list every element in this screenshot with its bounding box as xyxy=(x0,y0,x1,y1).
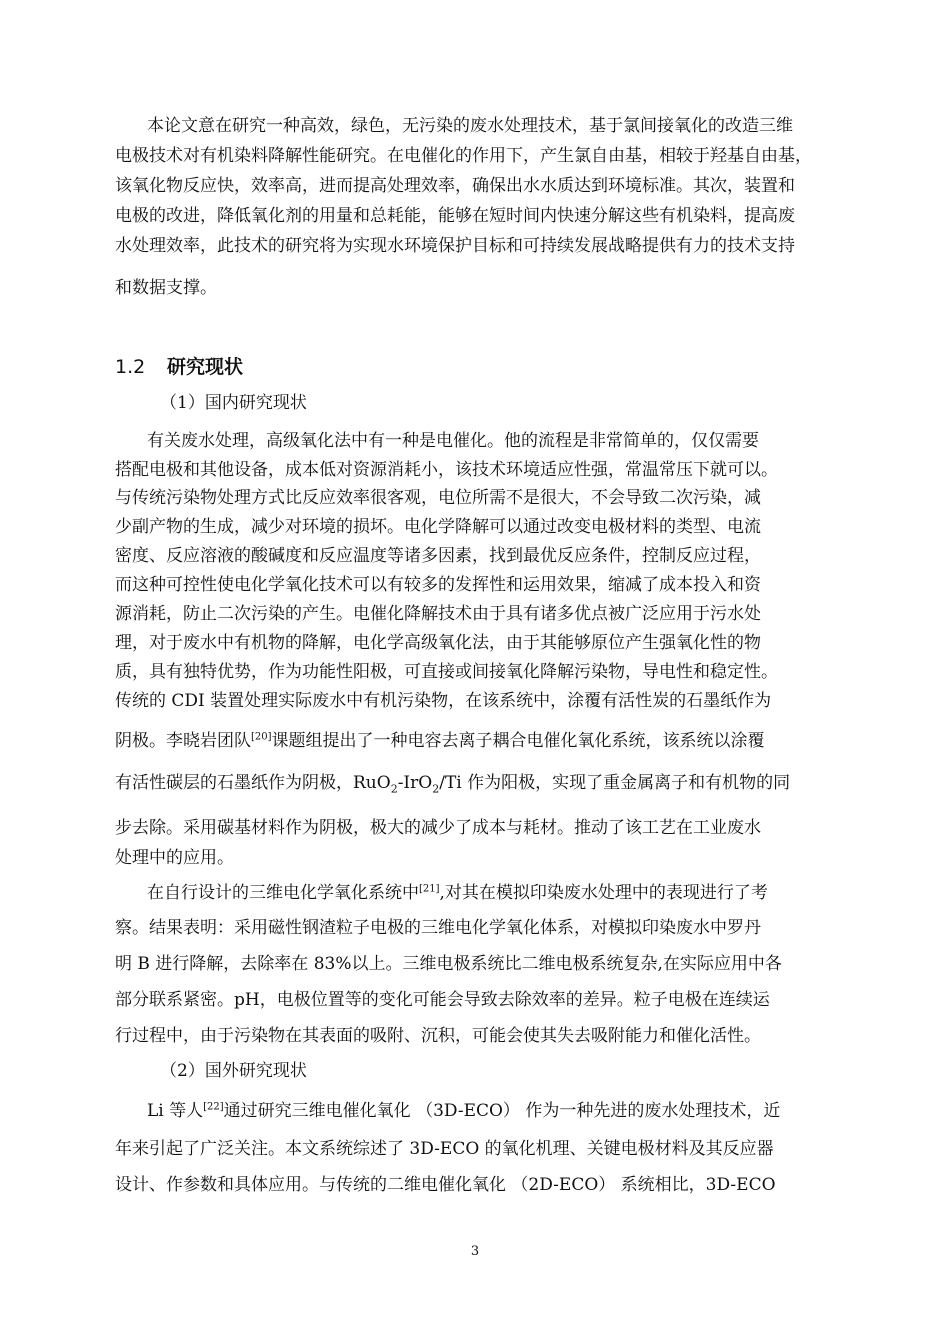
text-segment: -IrO xyxy=(397,773,433,793)
citation-ref-21: [21] xyxy=(419,883,440,895)
domestic-p1-line-12 xyxy=(115,770,790,796)
subscript: 2 xyxy=(432,782,440,796)
intro-line-6: 和数据支撑。 xyxy=(115,278,217,298)
domestic-p1-line-13: 步去除。采用碳基材料作为阴极，极大的减少了成本与耗材。推动了该工艺在工业废水 xyxy=(115,818,761,838)
domestic-p1-line-11 xyxy=(115,728,765,754)
domestic-p1-line-4: 少副产物的生成，减少对环境的损坏。电化学降解可以通过改变电极材料的类型、电流 xyxy=(115,517,761,537)
domestic-p2-line-1 xyxy=(147,880,768,906)
foreign-p1-line-3: 设计、作参数和具体应用。与传统的二维电催化氧化 （2D-ECO） 系统相比，3D-ECO xyxy=(115,1175,776,1195)
section-title: 研究现状 xyxy=(167,356,244,378)
page-number: 3 xyxy=(470,1244,480,1259)
domestic-p1-line-2: 搭配电极和其他设备，成本低对资源消耗小，该技术环境适应性强，常温常压下就可以。 xyxy=(115,460,778,480)
intro-line-5: 水处理效率，此技术的研究将为实现水环境保护目标和可持续发展战略提供有力的技术支持 xyxy=(115,236,795,256)
text-segment: /Ti 作为阳极，实现了重金属离子和有机物的同 xyxy=(439,773,791,793)
text-segment: 课题组提出了一种电容去离子耦合电催化氧化系统，该系统以涂覆 xyxy=(271,731,765,751)
citation-ref-20: [20] xyxy=(251,731,272,743)
intro-line-1: 本论文意在研究一种高效，绿色，无污染的废水处理技术，基于氯间接氧化的改造三维 xyxy=(147,116,793,136)
intro-line-4: 电极的改进，降低氧化剂的用量和总耗能，能够在短时间内快速分解这些有机染料，提高废 xyxy=(115,206,795,226)
text-segment: 有活性碳层的石墨纸作为阴极，RuO xyxy=(115,773,391,793)
domestic-p1-line-1: 有关废水处理，高级氧化法中有一种是电催化。他的流程是非常简单的，仅仅需要 xyxy=(147,431,759,451)
domestic-p2-line-2: 察。结果表明：采用磁性钢渣粒子电极的三维电化学氧化体系，对模拟印染废水中罗丹 xyxy=(115,918,761,938)
domestic-p1-line-7: 源消耗，防止二次污染的产生。电催化降解技术由于具有诸多优点被广泛应用于污水处 xyxy=(115,604,761,624)
domestic-p2-line-5: 行过程中，由于污染物在其表面的吸附、沉积，可能会使其失去吸附能力和催化活性。 xyxy=(115,1026,761,1046)
text-segment: 通过研究三维电催化氧化 （3D-ECO） 作为一种先进的废水处理技术，近 xyxy=(223,1101,781,1121)
domestic-p1-line-6: 而这种可控性使电化学氧化技术可以有较多的发挥性和运用效果，缩减了成本投入和资 xyxy=(115,575,761,595)
foreign-p1-line-2: 年来引起了广泛关注。本文系统综述了 3D-ECO 的氧化机理、关键电极材料及其反应器 xyxy=(115,1139,774,1159)
text-segment: 在自行设计的三维电化学氧化系统中 xyxy=(147,883,419,903)
foreign-subheading: （2）国外研究现状 xyxy=(160,1061,307,1081)
domestic-p1-line-10: 传统的 CDI 装置处理实际废水中有机污染物，在该系统中，涂覆有活性炭的石墨纸作为 xyxy=(115,691,772,711)
domestic-subheading: （1）国内研究现状 xyxy=(160,393,307,413)
intro-line-3: 该氧化物反应快，效率高，进而提高处理效率，确保出水水质达到环境标准。其次，装置和 xyxy=(115,176,795,196)
intro-line-2: 电极技术对有机染料降解性能研究。在电催化的作用下，产生氯自由基，相较于羟基自由基， xyxy=(115,146,812,166)
domestic-p2-line-3: 明 B 进行降解，去除率在 83%以上。三维电极系统比二维电极系统复杂,在实际应用中各 xyxy=(115,954,782,974)
domestic-p1-line-14: 处理中的应用。 xyxy=(115,848,234,868)
domestic-p2-line-4: 部分联系紧密。pH，电极位置等的变化可能会导致去除效率的差异。粒子电极在连续运 xyxy=(115,990,770,1010)
domestic-p1-line-5: 密度、反应溶液的酸碱度和反应温度等诸多因素，找到最优反应条件，控制反应过程， xyxy=(115,546,761,566)
citation-ref-22: [22] xyxy=(203,1101,224,1113)
section-number: 1.2 xyxy=(115,356,146,378)
subscript: 2 xyxy=(390,782,398,796)
text-segment: Li 等人 xyxy=(147,1101,204,1121)
section-heading xyxy=(115,352,243,382)
text-segment: 阴极。李晓岩团队 xyxy=(115,731,251,751)
domestic-p1-line-8: 理，对于废水中有机物的降解，电化学高级氧化法，由于其能够原位产生强氧化性的物 xyxy=(115,633,761,653)
text-segment: ,对其在模拟印染废水处理中的表现进行了考 xyxy=(439,883,768,903)
domestic-p1-line-9: 质，具有独特优势，作为功能性阳极，可直接或间接氧化降解污染物，导电性和稳定性。 xyxy=(115,662,778,682)
domestic-p1-line-3: 与传统污染物处理方式比反应效率很客观，电位所需不是很大，不会导致二次污染，减 xyxy=(115,488,761,508)
foreign-p1-line-1 xyxy=(147,1098,780,1124)
